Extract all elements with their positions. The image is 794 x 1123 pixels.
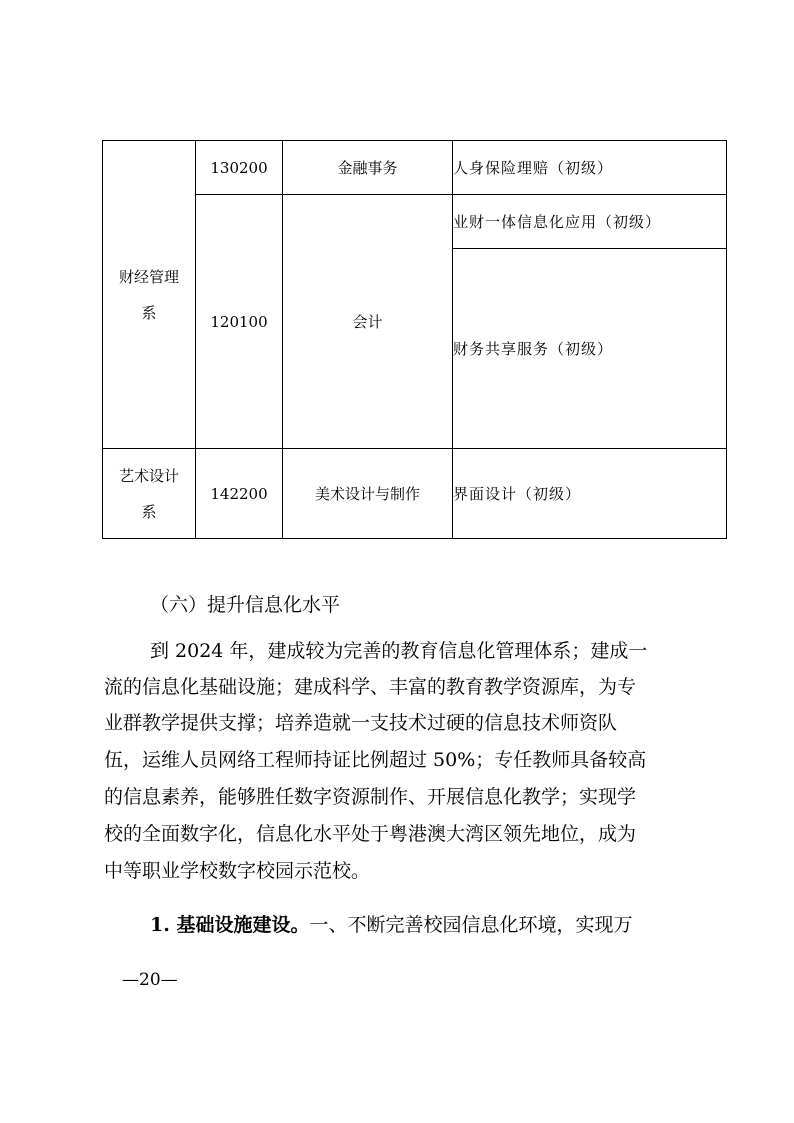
specialty-table: [102, 140, 727, 539]
major-code: 120100: [196, 195, 283, 449]
body-line: 中等职业学校数字校园示范校。: [104, 860, 371, 882]
item-1-label: 1. 基础设施建设。: [150, 914, 310, 936]
page-number: —20—: [122, 970, 178, 990]
body-line: 的信息素养，能够胜任数字资源制作、开展信息化教学；实现学: [104, 786, 637, 808]
dept-finance-line2: 系: [141, 303, 157, 322]
body-line: 流的信息化基础设施；建成科学、丰富的教育教学资源库，为专: [104, 676, 637, 698]
body-line: 到 2024 年，建成较为完善的教育信息化管理体系；建成一: [150, 640, 648, 662]
item-1-text: 一、不断完善校园信息化环境，实现万: [309, 914, 633, 936]
certificate-name: 财务共享服务（初级）: [453, 249, 727, 449]
dept-cell-art: [103, 449, 196, 539]
dept-art-line2: 系: [141, 502, 157, 521]
major-code: 142200: [196, 449, 283, 539]
certificate-name: 人身保险理赔（初级）: [453, 141, 727, 195]
certificate-name: 业财一体信息化应用（初级）: [453, 195, 727, 249]
dept-art-line1: 艺术设计: [118, 466, 179, 485]
dept-finance-line1: 财经管理: [118, 267, 179, 286]
major-name: 会计: [283, 195, 453, 449]
major-name: 金融事务: [283, 141, 453, 195]
certificate-name: 界面设计（初级）: [453, 449, 727, 539]
body-line: 校的全面数字化，信息化水平处于粤港澳大湾区领先地位，成为: [104, 823, 637, 845]
body-line: 伍，运维人员网络工程师持证比例超过 50%；专任教师具备较高: [104, 749, 647, 771]
dept-cell-finance: [103, 141, 196, 449]
major-name: 美术设计与制作: [283, 449, 453, 539]
section-heading: （六）提升信息化水平: [150, 594, 341, 616]
major-code: 130200: [196, 141, 283, 195]
item-1-paragraph: [150, 908, 632, 942]
body-line: 业群教学提供支撑；培养造就一支技术过硬的信息技术师资队: [104, 712, 618, 734]
